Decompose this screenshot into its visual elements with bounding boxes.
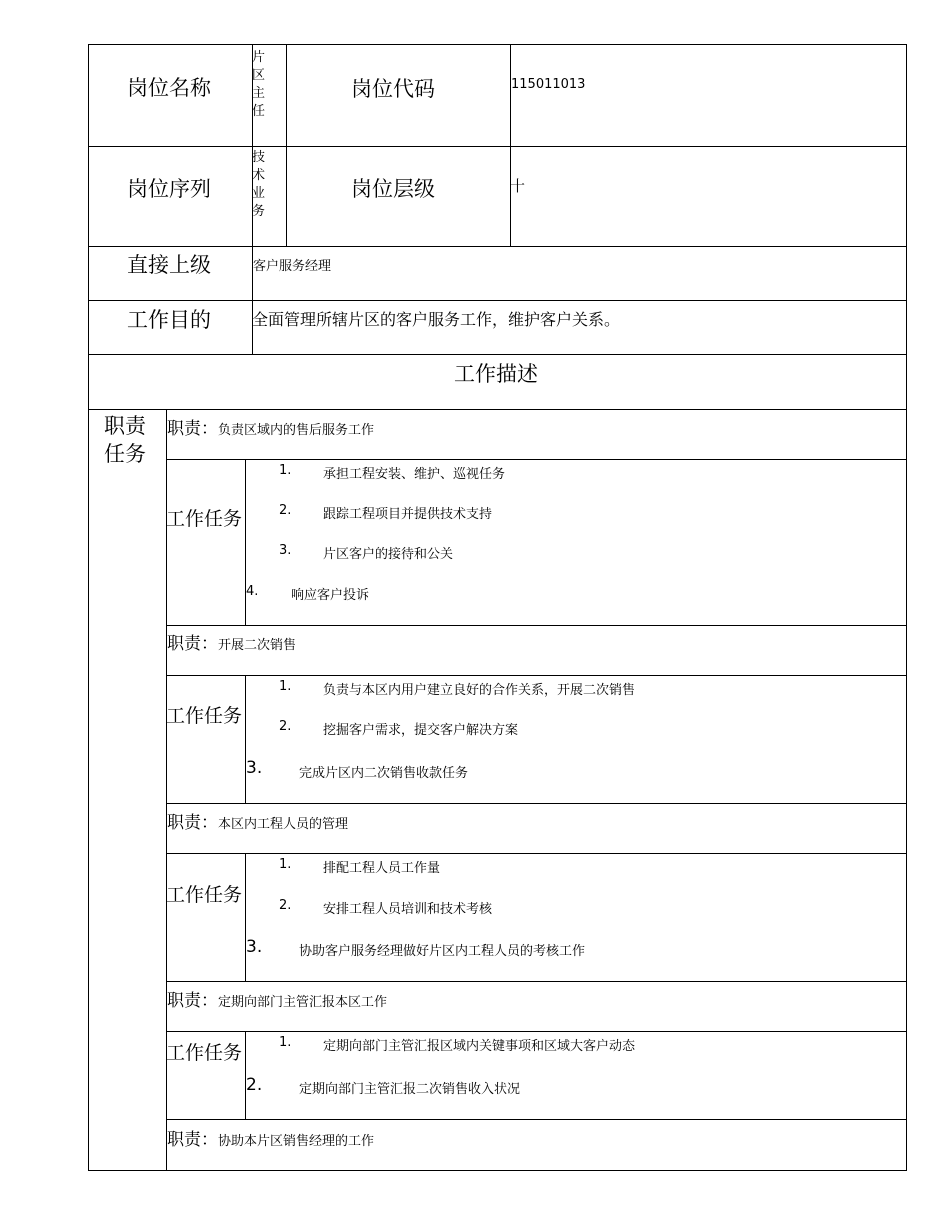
task-number: 2. — [246, 1075, 263, 1095]
position-series-label: 岗位序列 — [127, 177, 211, 201]
task-text: 跟踪工程项目并提供技术支持 — [323, 507, 493, 522]
task-text: 挖掘客户需求，提交客户解决方案 — [323, 723, 519, 738]
duty-prefix: 职责： — [167, 1130, 218, 1150]
task-text: 响应客户投诉 — [291, 588, 370, 603]
divider-line — [88, 146, 907, 147]
task-text: 完成片区内二次销售收款任务 — [299, 766, 469, 781]
duty-prefix: 职责： — [167, 634, 218, 654]
task-text: 安排工程人员培训和技术考核 — [323, 902, 493, 917]
duty-text: 协助本片区销售经理的工作 — [218, 1134, 375, 1149]
divider-line — [245, 675, 246, 803]
task-number: 2. — [279, 503, 292, 518]
task-text: 协助客户服务经理做好片区内工程人员的考核工作 — [299, 944, 586, 959]
divider-line — [166, 675, 907, 676]
duty-title — [167, 986, 387, 1011]
task-label: 工作任务 — [165, 705, 242, 727]
task-text: 排配工程人员工作量 — [323, 861, 441, 876]
divider-line — [166, 1119, 907, 1120]
task-number: 3. — [246, 937, 263, 957]
position-series-value: 技术业务 — [252, 150, 266, 219]
divider-line — [166, 459, 907, 460]
divider-line — [166, 853, 907, 854]
duty-title — [167, 414, 374, 439]
task-text: 片区客户的接待和公关 — [323, 547, 454, 562]
purpose-value: 全面管理所辖片区的客户服务工作，维护客户关系。 — [252, 310, 621, 329]
divider-line — [166, 1031, 907, 1032]
task-text: 定期向部门主管汇报二次销售收入状况 — [299, 1082, 521, 1097]
position-level-label: 岗位层级 — [351, 177, 435, 201]
position-level-value: 十 — [510, 177, 526, 195]
superior-label: 直接上级 — [127, 253, 211, 277]
divider-line — [88, 246, 907, 247]
task-number: 1. — [279, 679, 292, 694]
divider-line — [166, 625, 907, 626]
duties-label: 职责任务 — [104, 414, 146, 466]
duty-text: 开展二次销售 — [218, 638, 297, 653]
position-name-value: 片区主任 — [252, 50, 266, 119]
task-number: 1. — [279, 1035, 292, 1050]
task-text: 承担工程安装、维护、巡视任务 — [323, 467, 506, 482]
duty-title — [167, 629, 296, 654]
task-text: 负责与本区内用户建立良好的合作关系，开展二次销售 — [323, 683, 636, 698]
divider-line — [245, 853, 246, 981]
task-label: 工作任务 — [165, 1042, 242, 1064]
divider-line — [166, 803, 907, 804]
divider-line — [88, 354, 907, 355]
superior-value: 客户服务经理 — [253, 259, 332, 274]
divider-line — [286, 44, 287, 246]
task-number: 3. — [279, 543, 292, 558]
duty-prefix: 职责： — [167, 991, 218, 1011]
task-number: 1. — [279, 463, 292, 478]
task-number: 2. — [279, 898, 292, 913]
task-number: 4. — [246, 584, 259, 599]
duty-title — [167, 808, 348, 833]
task-number: 2. — [279, 719, 292, 734]
divider-line — [510, 44, 511, 246]
divider-line — [166, 981, 907, 982]
task-label: 工作任务 — [165, 508, 242, 530]
position-code-value: 115011013 — [511, 77, 586, 92]
duty-title — [167, 1125, 374, 1150]
position-name-label: 岗位名称 — [127, 76, 211, 100]
divider-line — [88, 300, 907, 301]
duty-text: 本区内工程人员的管理 — [218, 817, 349, 832]
purpose-label: 工作目的 — [127, 308, 211, 332]
task-number: 1. — [279, 857, 292, 872]
duty-text: 负责区域内的售后服务工作 — [218, 423, 375, 438]
position-code-label: 岗位代码 — [351, 77, 435, 101]
description-title: 工作描述 — [454, 362, 538, 386]
task-label: 工作任务 — [165, 884, 242, 906]
divider-line — [88, 409, 907, 410]
divider-line — [245, 459, 246, 625]
duty-prefix: 职责： — [167, 419, 218, 439]
task-text: 定期向部门主管汇报区域内关键事项和区域大客户动态 — [323, 1039, 636, 1054]
duty-prefix: 职责： — [167, 813, 218, 833]
duty-text: 定期向部门主管汇报本区工作 — [218, 995, 388, 1010]
task-number: 3. — [246, 758, 263, 778]
